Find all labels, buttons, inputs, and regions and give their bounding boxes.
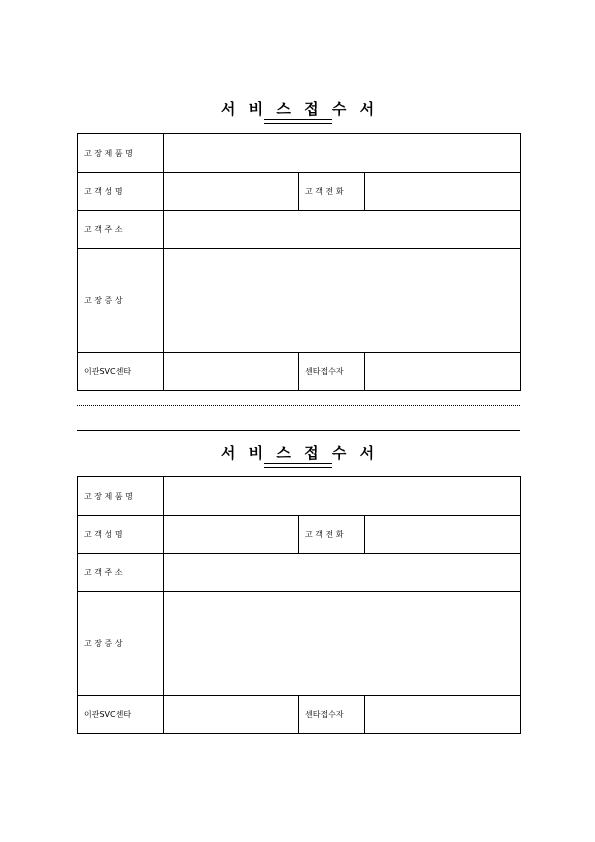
title-double-underline	[264, 463, 332, 468]
customer-phone-label: 고 객 전 화	[299, 516, 365, 554]
title-char: 수	[331, 100, 347, 118]
center-receiver-label: 센타접수자	[299, 353, 365, 391]
product-label: 고 장 제 품 명	[78, 134, 164, 173]
title-char: 서	[220, 444, 236, 462]
customer-name-field[interactable]	[164, 173, 299, 211]
title-char: 스	[276, 100, 291, 118]
form-1-title	[0, 98, 595, 119]
title-char: 서	[359, 444, 375, 462]
transfer-center-field[interactable]	[164, 353, 299, 391]
service-form-1	[77, 133, 521, 391]
center-receiver-field[interactable]	[365, 353, 521, 391]
customer-phone-field[interactable]	[365, 173, 521, 211]
customer-address-label: 고 객 주 소	[78, 554, 164, 592]
title-char: 접	[304, 100, 319, 118]
product-label: 고 장 제 품 명	[78, 477, 164, 516]
product-field[interactable]	[164, 477, 521, 516]
title-char: 비	[248, 444, 264, 462]
symptom-field[interactable]	[164, 592, 521, 696]
symptom-label: 고 장 증 상	[78, 592, 164, 696]
service-form-2	[77, 476, 521, 734]
form-2-title	[0, 442, 595, 463]
title-char: 서	[359, 100, 375, 118]
product-field[interactable]	[164, 134, 521, 173]
customer-name-label: 고 객 성 명	[78, 173, 164, 211]
customer-phone-label: 고 객 전 화	[299, 173, 365, 211]
customer-name-field[interactable]	[164, 516, 299, 554]
transfer-center-field[interactable]	[164, 696, 299, 734]
customer-address-label: 고 객 주 소	[78, 211, 164, 249]
cut-line	[77, 405, 520, 406]
title-char: 비	[248, 100, 264, 118]
customer-address-field[interactable]	[164, 211, 521, 249]
center-receiver-label: 센타접수자	[299, 696, 365, 734]
symptom-field[interactable]	[164, 249, 521, 353]
customer-phone-field[interactable]	[365, 516, 521, 554]
title-double-underline	[264, 119, 332, 124]
customer-address-field[interactable]	[164, 554, 521, 592]
title-char: 서	[220, 100, 236, 118]
symptom-label: 고 장 증 상	[78, 249, 164, 353]
divider	[77, 430, 520, 431]
transfer-center-label: 이관SVC센타	[78, 353, 164, 391]
transfer-center-label: 이관SVC센타	[78, 696, 164, 734]
customer-name-label: 고 객 성 명	[78, 516, 164, 554]
title-char: 스	[276, 444, 291, 462]
center-receiver-field[interactable]	[365, 696, 521, 734]
title-char: 수	[331, 444, 347, 462]
title-char: 접	[304, 444, 319, 462]
